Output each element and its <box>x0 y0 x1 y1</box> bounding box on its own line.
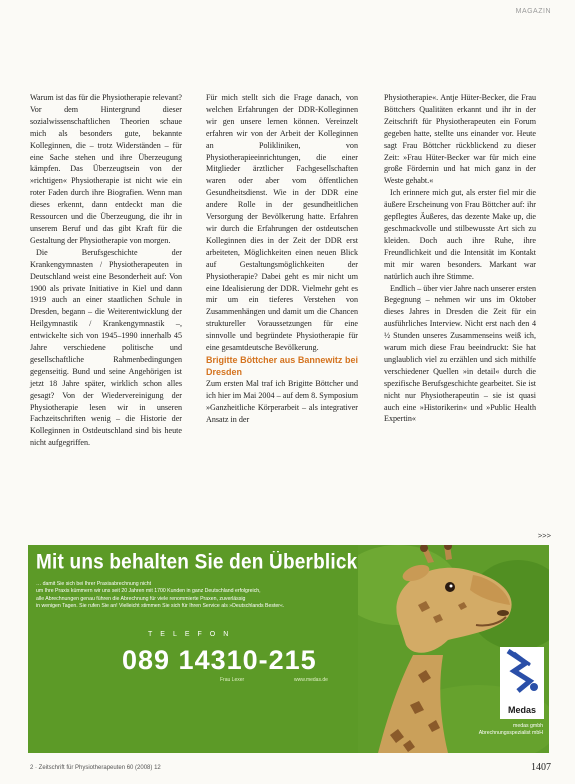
section-tag: MAGAZIN <box>515 8 551 15</box>
medas-logo-text: Medas <box>507 705 536 715</box>
ad-image-panel <box>358 545 549 753</box>
page-number: 1407 <box>531 762 551 773</box>
ad-line: in wenigen Tagen. Sie rufen Sie an! Vielleicht stimmen Sie sich für Ihren Service als »Deutschlands Bester«. <box>36 602 285 609</box>
medas-mark-icon <box>500 647 544 703</box>
ad-line: alle Abrechnungen genau führen die Abrechnung für viele renommierte Praxen, zuverlässig <box>36 595 246 602</box>
paragraph: Die Berufsgeschichte der Krankengymnasten / Physiotherapeuten in Deutschland weist eine Besonderheit auf: Von 1900 als private Initiative in Kiel und dann 1919 auch an einer staatlichen Schule in Dresden, begann – die Weiterentwicklung der Heilgymnastik / Krankengymnastik –, entwickelte sich von 1945–1990 innerhalb 45 Jahre verschiedene politische und gesellschaftliche Rahmenbedingungen gegenseitig. Bund und seine Angehörigen ist jetzt 18 Jahre später, wirklich schon alles gesagt? Von der Wiedervereinigung der Physiotherapie lesen wir in unseren Fachzeitschriften wenig – die Historie der Kolleginnen in Ostdeutschland sind bis heute nicht aufgegriffen. <box>30 247 182 448</box>
ad-phone-label: TELEFON <box>148 631 237 638</box>
journal-citation: 2 · Zeitschrift für Physiotherapeuten 60 (2008) 12 <box>30 765 161 771</box>
paragraph: Ich erinnere mich gut, als erster fiel mir die äußere Erscheinung von Frau Böttcher auf: ihr gepflegtes Äußeres, das dezente Make up, die geschmackvolle und stilbewusste Art sich zu kleiden. Doch auch ihre Ruhe, ihre Freundlichkeit und die Intensität im Kontakt mit mir waren besonders. Markant war natürlich auch ihre Stimme. <box>384 188 536 281</box>
ad-contact-row <box>28 677 358 687</box>
paragraph: Für mich stellt sich die Frage danach, von welchen Erfahrungen der DDR-Kolleginnen wir gen unsere lernen können. Vereinzelt erfahren wir von der Arbeit der Kolleginnen an Polikliniken, von Physiotherapieeinrichtungen, die einer Mitglieder ärztlicher Fachgesellschaften waren oder aber vom öffentlichen Gesundheitsdienst. Wie in der DDR eine andere Rolle in der gesundheitlichen Versorgung der Bevölkerung hatte. Erfahren wir durch die Erfahrungen der ostdeutschen Kolleginnen dies in der Zeit der DDR erst arbeiteten, Möglichkeiten einen neuen Blick auf Gestaltungsmöglichkeiten der Physiotherapie? Dabei geht es mir nicht um eine Idealisierung der DDR. Vielmehr geht es mir um ein tieferes Verstehen von Zusammenhängen und damit um die Chancen struktureller Voraussetzungen für eine sinnvolle und begründete Physiotherapie für eine gesamtdeutsche Bevölkerung. <box>206 93 358 353</box>
paragraph: Physiotherapie«. Antje Hüter-Becker, die Frau Böttchers Qualitäten erkannt und ihr in der Zeitschrift für Physiotherapeuten ein Forum gegeben hatte, stellte uns einander vor. Heute sagt Frau Böttcher rückblickend zu dieser Zeit: »Frau Hüter-Becker war für mich eine große Fördernin und hat mich ganz in der Weste gehabt.« <box>384 93 536 186</box>
ad-body <box>36 581 346 610</box>
paragraph: Zum ersten Mal traf ich Brigitte Böttcher und ich hier im Mai 2004 – auf dem 8. Symposium »Ganzheitliche Körperarbeit – als integrativer Ansatz in der <box>206 378 358 424</box>
ad-contact-name: Frau Lexer <box>220 677 245 683</box>
column-1 <box>30 92 182 449</box>
ad-text-panel <box>28 545 358 753</box>
ad-company-caption <box>479 723 543 737</box>
ad-line: … damit Sie sich bei Ihrer Praxisabrechnung nicht <box>36 581 152 587</box>
paragraph: Endlich – über vier Jahre nach unserer ersten Begegnung – nehmen wir uns im Oktober dieses Jahres in Dresden die Zeit für ein ausführliches Interview. Nicht erst nach den 4 ½ Stunden unseres Zusammenseins weiß ich, warum mich diese Frau beeindruckt: Sie hat unglaublich viel zu erzählen und sich mithilfe verschiedener Quellen »in detail« durch die spezifische Berufsgeschichte gearbeitet. Sie ist nicht nur Physiotherapeutin – sie ist quasi auch eine »Historikerin« und »Public Health Expertin« <box>384 283 536 424</box>
section-subhead: Brigitte Böttcher aus Bannewitz bei Dresden <box>206 354 358 377</box>
paragraph: Warum ist das für die Physiotherapie relevant? Vor dem Hintergrund dieser sozialwissenschaftlichen Theorien schaue mich als besonders gute, bekannte Kolleginnen, die – trotz Widerständen – für eine Sache stehen und ihre Überzeugung kämpfen. Das Überzeugtsein von der »richtigen« Physiotherapie ist nicht wie ein roter Faden durch ihre Biografien. Wenn man dieses erkennt, dann entdeckt man die Ressourcen und die Überzeugung, die ihr in unserem Beruf und das gibt Kraft für die Gestaltung der Physiotherapie von morgen. <box>30 93 182 245</box>
medas-logo <box>500 647 544 719</box>
continue-marker: >>> <box>537 531 551 540</box>
ad-website-link[interactable]: www.medas.de <box>294 677 328 683</box>
ad-caption-line: Abrechnungsspezialist mbH <box>478 730 543 736</box>
column-2 <box>206 92 358 426</box>
ad-caption-line: medas gmbh <box>513 723 543 729</box>
column-3 <box>384 92 536 425</box>
ad-line: um Ihre Praxis kümmern wir uns seit 20 Jahren mit 1700 Kunden in ganz Deutschland erfolgreich, <box>36 588 261 595</box>
ad-headline: Mit uns behalten Sie den Überblick <box>36 551 358 575</box>
ad-phone-number[interactable]: 089 14310-215 <box>122 645 317 675</box>
advertisement[interactable] <box>28 545 549 753</box>
